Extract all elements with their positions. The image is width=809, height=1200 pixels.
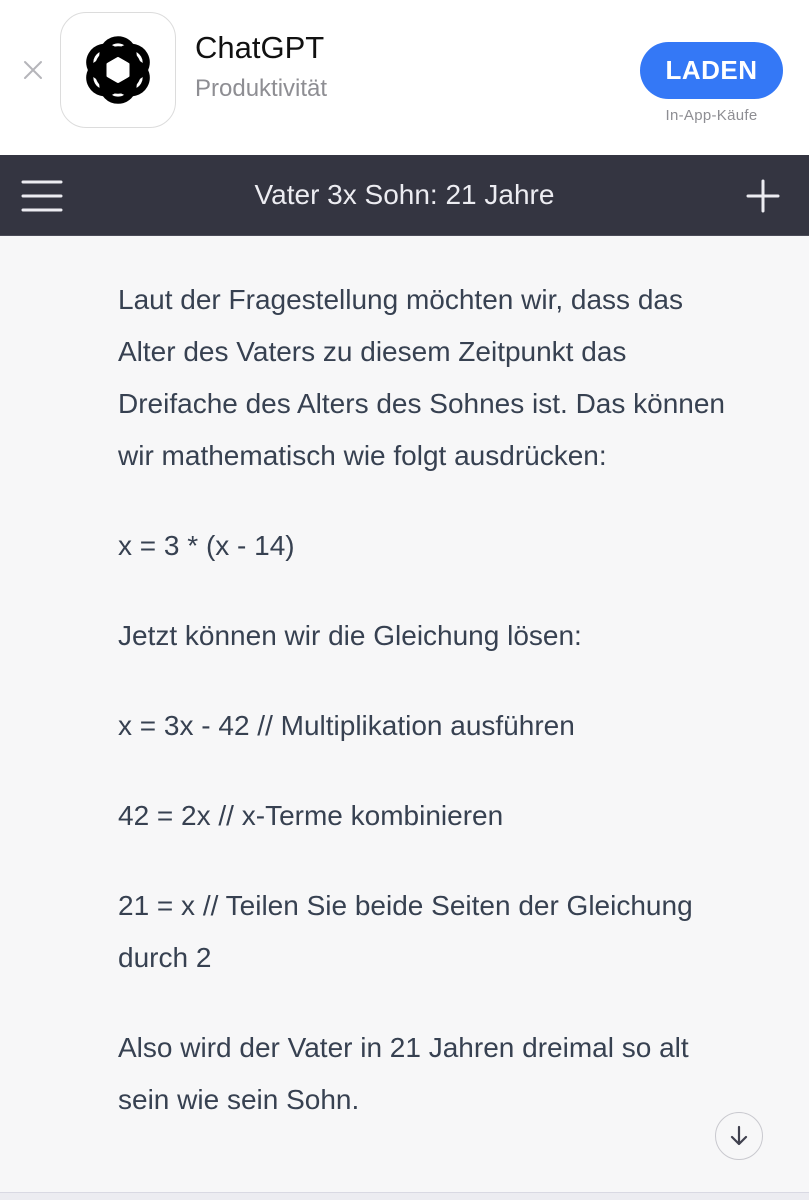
new-chat-button[interactable] <box>740 173 786 219</box>
app-category: Produktivität <box>195 75 328 102</box>
message-paragraph: x = 3x - 42 // Multiplikation ausführen <box>118 710 575 741</box>
app-store-banner <box>0 0 809 155</box>
app-icon[interactable] <box>60 12 176 128</box>
message-paragraph: Also wird der Vater in 21 Jahren dreimal so alt sein wie sein Sohn. <box>118 1032 689 1115</box>
openai-logo-icon <box>76 28 160 112</box>
arrow-down-icon <box>726 1123 752 1149</box>
menu-button[interactable] <box>14 173 70 219</box>
message-paragraph: 21 = x // Teilen Sie beide Seiten der Gleichung durch 2 <box>118 890 693 973</box>
scroll-to-bottom-button[interactable] <box>715 1112 763 1160</box>
app-name: ChatGPT <box>195 30 325 65</box>
input-area-edge <box>0 1192 809 1200</box>
chat-title: Vater 3x Sohn: 21 Jahre <box>254 179 555 210</box>
message-paragraph: Laut der Fragestellung möchten wir, dass das Alter des Vaters zu diesem Zeitpunkt das Dreifache des Alters des Sohnes ist. Das können wir mathematisch wie folgt ausdrücken: <box>118 284 726 471</box>
chat-header <box>0 155 809 236</box>
plus-icon <box>740 173 786 219</box>
chat-messages <box>0 236 809 1192</box>
message-paragraph: x = 3 * (x - 14) <box>118 530 295 561</box>
hamburger-icon <box>14 173 70 219</box>
in-app-purchases-note: In-App-Käufe <box>665 107 758 124</box>
close-icon[interactable] <box>21 58 45 82</box>
assistant-message <box>118 184 778 1164</box>
get-app-button[interactable]: LADEN <box>640 42 783 99</box>
message-paragraph: 42 = 2x // x-Terme kombinieren <box>118 800 504 831</box>
message-paragraph: Jetzt können wir die Gleichung lösen: <box>118 620 582 651</box>
